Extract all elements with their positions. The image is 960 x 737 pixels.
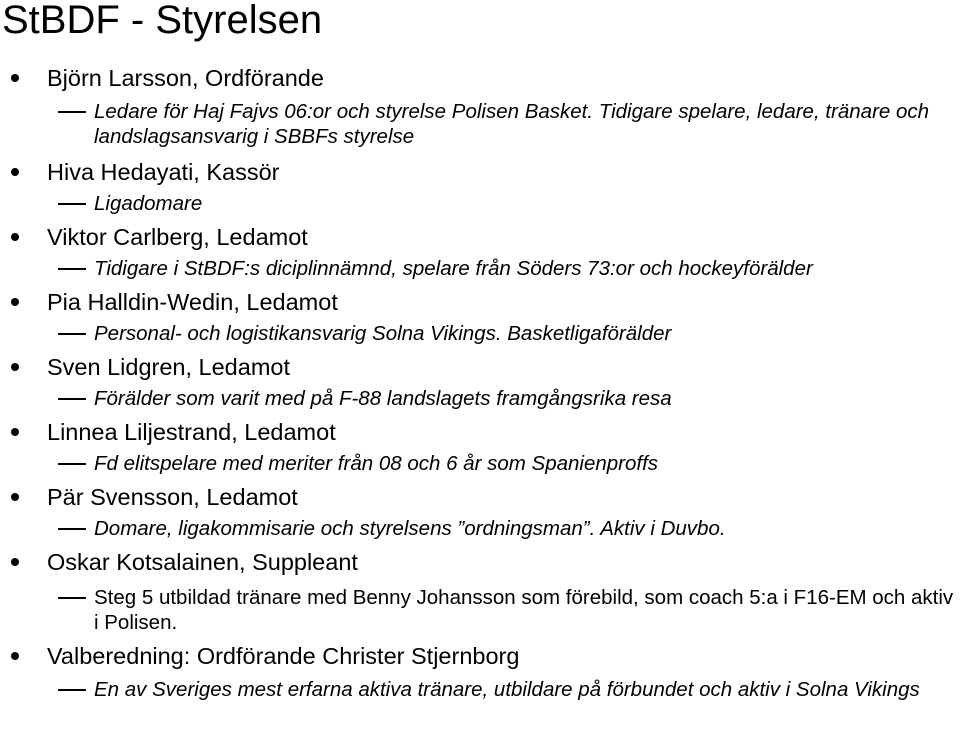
dash-icon — [58, 268, 86, 270]
bullet-dot-icon — [11, 168, 19, 176]
member-name: Hiva Hedayati, Kassör — [47, 159, 280, 185]
member-detail — [0, 677, 960, 702]
dash-icon — [58, 597, 86, 599]
member-detail-text: Ligadomare — [94, 192, 203, 215]
member-name: Oskar Kotsalainen, Suppleant — [47, 549, 358, 575]
member-detail — [0, 99, 960, 149]
member-detail-text: Förälder som varit med på F-88 landslagets framgångsrika resa — [94, 387, 672, 410]
member-bullet — [0, 352, 960, 382]
member-name: Sven Lidgren, Ledamot — [47, 354, 290, 380]
dash-icon — [58, 203, 86, 205]
member-bullet — [0, 63, 960, 93]
dash-icon — [58, 398, 86, 400]
member-entry — [0, 63, 960, 149]
bullet-dot-icon — [11, 298, 19, 306]
member-detail — [0, 386, 960, 411]
member-name: Linnea Liljestrand, Ledamot — [47, 419, 336, 445]
member-bullet — [0, 482, 960, 512]
dash-icon — [58, 333, 86, 335]
member-detail-text: En av Sveriges mest erfarna aktiva tränare, utbildare på förbundet och aktiv i Solna Vikings — [94, 678, 920, 701]
member-detail-text: Steg 5 utbildad tränare med Benny Johansson som förebild, som coach 5:a i F16-EM och aktiv i Polisen. — [94, 586, 954, 634]
bullet-dot-icon — [11, 493, 19, 501]
member-name: Viktor Carlberg, Ledamot — [47, 224, 308, 250]
member-name: Pär Svensson, Ledamot — [47, 484, 298, 510]
member-entry — [0, 352, 960, 411]
board-member-list — [0, 60, 960, 702]
member-entry — [0, 547, 960, 635]
member-detail — [0, 256, 960, 281]
member-detail — [0, 451, 960, 476]
member-detail-text: Fd elitspelare med meriter från 08 och 6 år som Spanienproffs — [94, 452, 659, 475]
member-detail-text: Tidigare i StBDF:s diciplinnämnd, spelare från Söders 73:or och hockeyförälder — [94, 257, 813, 280]
member-detail-text: Ledare för Haj Fajvs 06:or och styrelse Polisen Basket. Tidigare spelare, ledare, tränare och landslagsansvarig i SBBFs styrelse — [94, 100, 930, 148]
member-bullet — [0, 287, 960, 317]
member-entry — [0, 222, 960, 281]
member-bullet — [0, 417, 960, 447]
member-entry — [0, 157, 960, 216]
bullet-dot-icon — [11, 652, 19, 660]
member-name: Pia Halldin-Wedin, Ledamot — [47, 289, 338, 315]
bullet-dot-icon — [11, 428, 19, 436]
member-bullet — [0, 641, 960, 671]
member-entry — [0, 482, 960, 541]
member-detail-text: Personal- och logistikansvarig Solna Vikings. Basketligaförälder — [94, 322, 672, 345]
dash-icon — [58, 111, 86, 113]
member-bullet — [0, 222, 960, 252]
member-detail — [0, 321, 960, 346]
member-bullet — [0, 547, 960, 577]
member-name: Valberedning: Ordförande Christer Stjernborg — [47, 643, 520, 669]
member-detail — [0, 516, 960, 541]
member-detail — [0, 191, 960, 216]
member-name: Björn Larsson, Ordförande — [47, 65, 324, 91]
member-bullet — [0, 157, 960, 187]
member-entry — [0, 287, 960, 346]
bullet-dot-icon — [11, 558, 19, 566]
member-entry — [0, 641, 960, 702]
bullet-dot-icon — [11, 74, 19, 82]
dash-icon — [58, 689, 86, 691]
slide-title: StBDF - Styrelsen — [2, 0, 323, 42]
bullet-dot-icon — [11, 233, 19, 241]
member-entry — [0, 417, 960, 476]
member-detail — [0, 585, 960, 635]
dash-icon — [58, 463, 86, 465]
member-detail-text: Domare, ligakommisarie och styrelsens ”ordningsman”. Aktiv i Duvbo. — [94, 517, 726, 540]
dash-icon — [58, 528, 86, 530]
bullet-dot-icon — [11, 363, 19, 371]
